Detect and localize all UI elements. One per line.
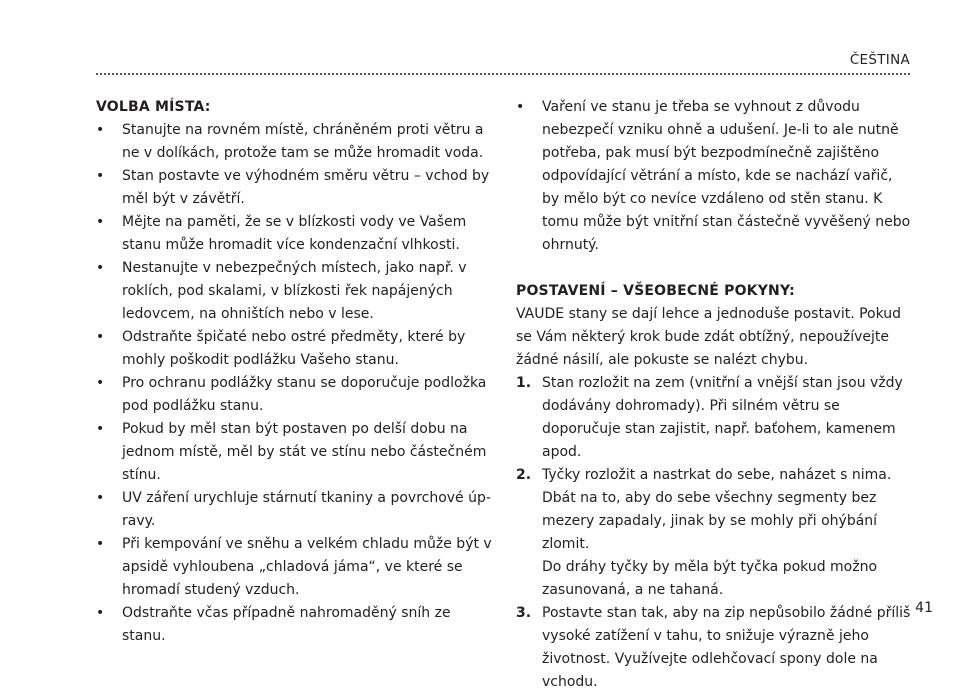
cooking-warning-list — [516, 96, 914, 257]
list-item: • Pokud by měl stan být postaven po delší dobu na jednom místě, měl by stát ve stínu nebo částečném stínu. — [96, 418, 492, 487]
list-item: • Mějte na paměti, že se v blízkosti vody ve Vašem stanu může hromadit více kondenzační vlhkosti. — [96, 211, 492, 257]
bullet: • — [96, 421, 105, 437]
list-item: • Stan postavte ve výhodném směru větru – vchod by měl být v závětří. — [96, 165, 492, 211]
step-number: 3. — [516, 605, 532, 621]
bullet: • — [96, 214, 105, 230]
bullet: • — [516, 99, 525, 115]
step-item: 1. Stan rozložit na zem (vnitřní a vnější stan jsou vždy dodávány dohromady). Při silném větru se doporučuje stan zajistit, např. baťohem, kamenem apod. — [516, 372, 914, 464]
section-heading-site-selection: VOLBA MÍSTA: — [96, 99, 211, 115]
bullet: • — [96, 536, 105, 552]
list-item: • UV záření urychluje stárnutí tkaniny a povrchové úpravy. — [96, 487, 492, 533]
list-item: • Vaření ve stanu je třeba se vyhnout z důvodu nebezpečí vzniku ohně a udušení. Je-li to ale nutně potřeba, pak musí být bezpodmínečně zajištěno odpovídající větrání a místo, kde se nachází vařič, by mělo být co nevíce vzdáleno od stěn stanu. K tomu může být vnitřní stan částečně vyvěšený nebo ohrnutý. — [516, 96, 914, 257]
bullet: • — [96, 375, 105, 391]
bullet: • — [96, 122, 105, 138]
setup-intro: VAUDE stany se dají lehce a jednoduše postavit. Pokud se Vám některý krok bude zdát obtížný, nepoužívejte žádné násilí, ale pokuste se nalézt chybu. — [516, 306, 902, 368]
step-item: 2. Tyčky rozložit a nastrkat do sebe, naházet s nima. Dbát na to, aby do sebe všechny segmenty bez mezery zapadaly, jinak by se mohly při ohýbání zlomit. Do dráhy tyčky by měla být tyčka pokud možno zasunovaná, a ne tahaná. — [516, 464, 914, 602]
step-number: 2. — [516, 467, 532, 483]
section-heading-setup: POSTAVENÍ – VŠEOBECNÉ POKYNY: — [516, 283, 795, 299]
list-item: • Nestanujte v nebezpečných místech, jako např. v roklích, pod skalami, v blízkosti řek napájených ledovcem, na ohništích nebo v lese. — [96, 257, 492, 326]
list-item: • Odstraňte včas případně nahromaděný sníh ze stanu. — [96, 602, 492, 648]
list-item: • Při kempování ve sněhu a velkém chladu může být v apsidě vyhloubena „chladová jáma“, ve které se hromadí studený vzduch. — [96, 533, 492, 602]
list-item: • Stanujte na rovném místě, chráněném proti větru a ne v dolíkách, protože tam se může hromadit voda. — [96, 119, 492, 165]
right-column — [516, 96, 914, 694]
step-number: 1. — [516, 375, 532, 391]
dotted-divider — [96, 73, 910, 75]
page-number: 41 — [915, 600, 933, 616]
list-item: • Pro ochranu podlážky stanu se doporučuje podložka pod podlážku stanu. — [96, 372, 492, 418]
language-label: ČEŠTINA — [849, 52, 910, 68]
list-item: • Odstraňte špičaté nebo ostré předměty, které by mohly poškodit podlážku Vašeho stanu. — [96, 326, 492, 372]
bullet: • — [96, 605, 105, 621]
bullet: • — [96, 490, 105, 506]
step-item: 3. Postavte stan tak, aby na zip nepůsobilo žádné příliš vysoké zatížení v tahu, to snižuje výrazně jeho životnost. Využívejte odlehčovací spony dole na vchodu. — [516, 602, 914, 694]
bullet: • — [96, 329, 105, 345]
left-column — [96, 96, 492, 648]
bullet: • — [96, 168, 105, 184]
bullet: • — [96, 260, 105, 276]
setup-steps — [516, 372, 914, 694]
site-selection-list — [96, 119, 492, 648]
